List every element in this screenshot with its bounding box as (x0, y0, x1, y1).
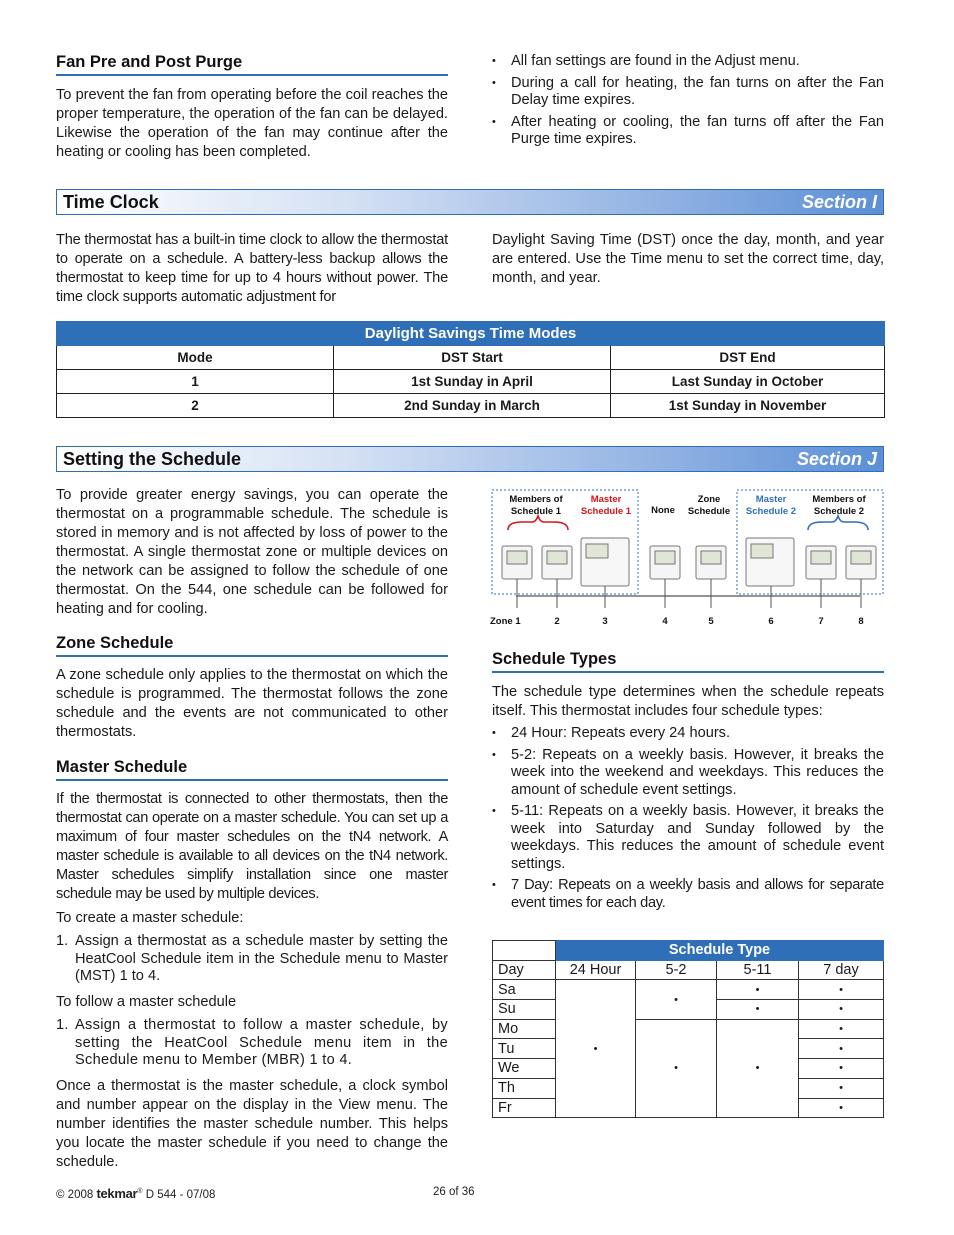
day-cell: Fr (493, 1098, 556, 1118)
label-zone-schedule-line2: Schedule (687, 506, 731, 517)
section-label: Section J (796, 449, 877, 469)
section-title: Time Clock (63, 192, 159, 212)
brand-logo: tekmar (96, 1186, 138, 1201)
create-master-intro: To create a master schedule: (56, 910, 244, 926)
schedule-intro-paragraph: To provide greater energy savings, you can operate the thermostat on a programmable schedule. The schedule is stored in memory and is not affected by loss of power to the thermostat. A single thermostat zone or multiple devices on the network can be assigned to follow the schedule of one thermostat. On the 544, one schedule can be followed for heating and for cooling. (56, 487, 448, 617)
step-number: 1. (56, 1017, 69, 1033)
list-item: • During a call for heating, the fan turns on after the Fan Delay time expires. (492, 75, 884, 110)
table-cell: 2nd Sunday in March (334, 394, 611, 418)
dot-cell: • (717, 1000, 799, 1020)
heading-rule (56, 74, 448, 76)
thermostat-zone-4 (650, 546, 680, 608)
step-number: 1. (56, 933, 69, 949)
table-title: Daylight Savings Time Modes (57, 322, 885, 346)
dot-cell-5-11-weekdays: • (717, 1019, 799, 1117)
thermostat-zone-8 (846, 546, 876, 608)
master-closing-paragraph: Once a thermostat is the master schedule, a clock symbol and number appear on the display in the View menu. The number identifies the master schedule number. This helps you locate the master schedule if you need to change the schedule. (56, 1078, 448, 1170)
zone-schedule-paragraph: A zone schedule only applies to the thermostat on which the schedule is programmed. The thermostat follows the zone schedule and the events are not communicated to other thermostats. (56, 667, 448, 740)
schedule-network-diagram (488, 486, 888, 631)
thermostat-zone-7 (806, 546, 836, 608)
zone-schedule-heading: Zone Schedule (56, 634, 174, 652)
brace-members-2 (808, 516, 868, 530)
dot-cell-5-2-weekdays: • (636, 1019, 717, 1117)
label-none: None (651, 505, 675, 516)
day-cell: Su (493, 1000, 556, 1020)
table-header-row (493, 960, 884, 980)
schedule-types-list (492, 725, 884, 916)
column-header: DST End (611, 346, 885, 370)
zone-label: 3 (602, 616, 608, 627)
table-row (57, 394, 885, 418)
column-header: 7 day (799, 960, 884, 980)
list-item: • 5-2: Repeats on a weekly basis. However, it breaks the week into the weekend and weekdays. This reduces the amount of schedule event settings. (492, 747, 884, 800)
column-header: 5-2 (636, 960, 717, 980)
dot-cell: • (799, 1039, 884, 1059)
thermostat-zone-6-master (746, 538, 794, 608)
column-header: 24 Hour (556, 960, 636, 980)
section-bar-setting-schedule (56, 446, 884, 472)
label-master-2-line1: Master (755, 494, 787, 505)
thermostat-zone-1 (502, 546, 532, 608)
fan-purge-paragraph: To prevent the fan from operating before the coil reaches the proper temperature, the operation of the fan can be delayed. Likewise the operation of the fan may continue after the heating or cooling has been completed. (56, 87, 448, 160)
zone-label: 6 (768, 616, 774, 627)
create-master-steps (56, 933, 448, 986)
thermostat-zone-3-master (581, 538, 629, 608)
list-item (56, 933, 448, 986)
schedule-types-paragraph: The schedule type determines when the schedule repeats itself. This thermostat includes four schedule types: (492, 684, 884, 719)
table-corner (493, 941, 556, 961)
list-item (56, 1017, 448, 1070)
section-title: Setting the Schedule (63, 449, 242, 469)
master-schedule-heading: Master Schedule (56, 758, 188, 776)
step-text: Assign a thermostat to follow a master schedule, by setting the HeatCool Schedule menu item in the Schedule menu to Member (MBR) 1 to 4. (75, 1017, 448, 1068)
heading-rule (492, 671, 884, 673)
copyright: © 2008 (56, 1189, 94, 1201)
list-item: • 24 Hour: Repeats every 24 hours. (492, 725, 884, 743)
table-title: Schedule Type (556, 941, 884, 961)
label-members-2-line2: Schedule 2 (813, 506, 865, 517)
column-header: Mode (57, 346, 334, 370)
zone-label: 2 (554, 616, 560, 627)
fan-settings-list (492, 53, 884, 153)
list-item: • 7 Day: Repeats on a weekly basis and allows for separate event times for each day. (492, 877, 884, 912)
follow-master-intro: To follow a master schedule (56, 994, 237, 1010)
master-schedule-paragraph: If the thermostat is connected to other thermostats, then the thermostat can operate on a master schedule. You can set up a maximum of four master schedules on the tN4 network. A master schedule is available to all devices on the tN4 network. Master schedules simplify installation since one master schedule may be used by multiple devices. (56, 791, 448, 902)
document-number: D 544 - 07/08 (145, 1189, 216, 1201)
day-cell: Tu (493, 1039, 556, 1059)
label-master-2-line2: Schedule 2 (745, 506, 797, 517)
dot-cell: • (799, 1000, 884, 1020)
thermostat-zone-2 (542, 546, 572, 608)
zone-label: 5 (708, 616, 714, 627)
label-zone-schedule-line1: Zone (697, 494, 721, 505)
zone-label: 7 (818, 616, 824, 627)
brace-members-1 (508, 516, 568, 530)
dot-cell: • (799, 1078, 884, 1098)
list-item: • After heating or cooling, the fan turns off after the Fan Purge time expires. (492, 114, 884, 149)
dot-cell-5-2-weekend: • (636, 980, 717, 1019)
table-cell: 1 (57, 370, 334, 394)
list-item: • 5-11: Repeats on a weekly basis. However, it breaks the week into Saturday and Sunday followed by the weekdays. This reduces the amount of schedule event settings. (492, 803, 884, 873)
day-cell: Th (493, 1078, 556, 1098)
table-cell: Last Sunday in October (611, 370, 885, 394)
paragraph-text: The thermostat has a built-in time clock to allow the thermostat to operate on a schedule. A battery-less backup allows the thermostat to keep time for up to 4 hours without power. The time clock supports automatic adjustment for (56, 232, 448, 305)
label-members-1-line2: Schedule 1 (510, 506, 562, 517)
dot-cell: • (799, 1098, 884, 1118)
label-master-1-line1: Master (590, 494, 622, 505)
day-cell: Sa (493, 980, 556, 1000)
time-clock-paragraph-right: Daylight Saving Time (DST) once the day, month, and year are entered. Use the Time menu to set the correct time, day, month, and year. (492, 232, 884, 286)
table-cell: 2 (57, 394, 334, 418)
heading-rule (56, 779, 448, 781)
schedule-types-heading: Schedule Types (492, 650, 617, 668)
label-members-2-line1: Members of (812, 494, 866, 505)
page-number: 26 of 36 (433, 1186, 475, 1198)
section-bar-time-clock (56, 189, 884, 215)
section-label: Section I (801, 192, 877, 212)
step-text: Assign a thermostat as a schedule master by setting the HeatCool Schedule item in the Schedule menu to Master (MST) 1 to 4. (75, 933, 448, 984)
dst-modes-table (56, 321, 885, 418)
column-header: Day (493, 960, 556, 980)
footer-left (56, 1186, 215, 1201)
fan-purge-heading: Fan Pre and Post Purge (56, 53, 243, 71)
table-row (493, 980, 884, 1000)
dot-cell: • (799, 1019, 884, 1039)
time-clock-paragraph-left (56, 231, 448, 307)
table-cell: 1st Sunday in November (611, 394, 885, 418)
day-cell: We (493, 1059, 556, 1079)
column-header: 5-11 (717, 960, 799, 980)
dot-cell-24-hour: • (556, 980, 636, 1118)
heading-rule (56, 655, 448, 657)
label-members-1-line1: Members of (509, 494, 563, 505)
table-row (493, 1019, 884, 1039)
dot-cell: • (717, 980, 799, 1000)
schedule-type-table (492, 940, 884, 1118)
zone-label: Zone 1 (490, 616, 521, 627)
table-header-row (57, 346, 885, 370)
thermostat-zone-5 (696, 546, 726, 608)
column-header: DST Start (334, 346, 611, 370)
label-master-1-line2: Schedule 1 (580, 506, 632, 517)
day-cell: Mo (493, 1019, 556, 1039)
dot-cell: • (799, 980, 884, 1000)
registered-mark: ® (137, 1188, 143, 1196)
table-row (57, 370, 885, 394)
follow-master-steps (56, 1017, 448, 1070)
dot-cell: • (799, 1059, 884, 1079)
zone-label: 4 (662, 616, 668, 627)
list-item: • All fan settings are found in the Adjust menu. (492, 53, 884, 71)
zone-label: 8 (858, 616, 864, 627)
table-cell: 1st Sunday in April (334, 370, 611, 394)
